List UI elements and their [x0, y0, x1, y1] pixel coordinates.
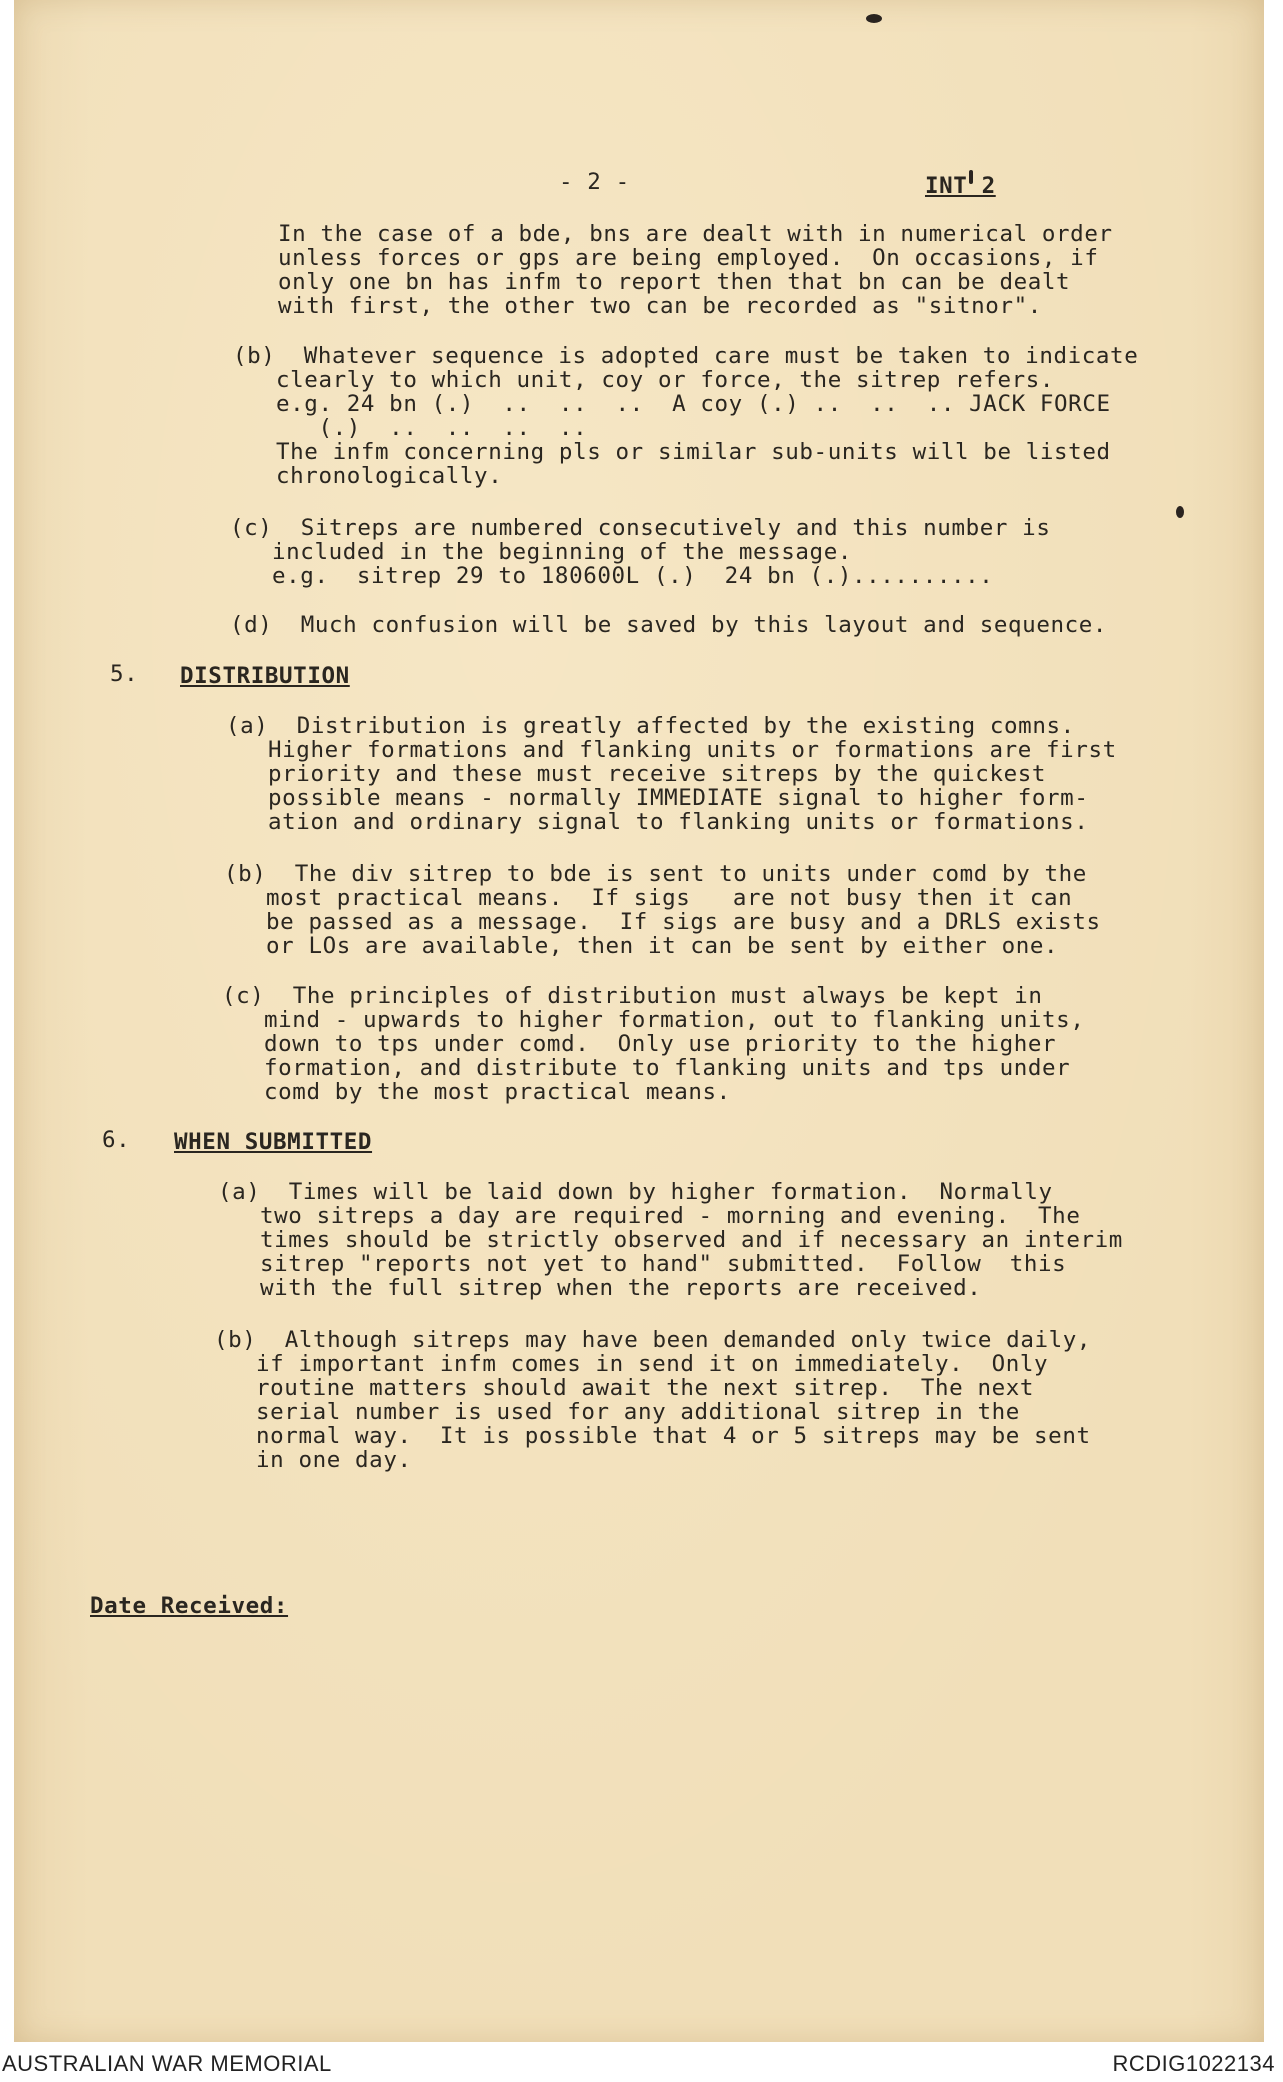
para-4b-line: e.g. 24 bn (.) .. .. .. A coy (.) .. .. .. JACK FORCE	[276, 391, 1111, 417]
section-6b-line: serial number is used for any additional sitrep in the	[256, 1399, 1020, 1425]
date-received-label: Date Received:	[90, 1593, 289, 1619]
para-4c-line: included in the beginning of the message.	[272, 539, 852, 565]
section-5a-line: (a) Distribution is greatly affected by the existing comns.	[226, 713, 1075, 739]
section-5a-line: Higher formations and flanking units or formations are first	[268, 737, 1117, 763]
section-5c-line: down to tps under comd. Only use priority to the higher	[264, 1031, 1057, 1057]
section-6b-line: if important infm comes in send it on immediately. Only	[256, 1351, 1049, 1377]
section-5b-line: be passed as a message. If sigs are busy and a DRLS exists	[266, 909, 1101, 935]
para-4c-line: (c) Sitreps are numbered consecutively and this number is	[230, 515, 1051, 541]
ink-speck	[866, 14, 882, 23]
intro-line: with first, the other two can be recorded as "sitnor".	[278, 293, 1042, 319]
intro-line: unless forces or gps are being employed. On occasions, if	[278, 245, 1099, 271]
section-6b-line: normal way. It is possible that 4 or 5 sitreps may be sent	[256, 1423, 1091, 1449]
section-5-heading: DISTRIBUTION	[180, 663, 350, 689]
section-6b-line: in one day.	[256, 1447, 412, 1473]
document-reference: INT 2	[925, 173, 996, 199]
footer-left: AUSTRALIAN WAR MEMORIAL	[2, 2051, 332, 2076]
section-6a-line: sitrep "reports not yet to hand" submitted. Follow this	[260, 1251, 1067, 1277]
section-6a-line: times should be strictly observed and if necessary an interim	[260, 1227, 1123, 1253]
section-5b-line: or LOs are available, then it can be sent by either one.	[266, 933, 1059, 959]
intro-line: In the case of a bde, bns are dealt with in numerical order	[278, 221, 1113, 247]
section-6a-line: with the full sitrep when the reports are received.	[260, 1275, 982, 1301]
section-5a-line: ation and ordinary signal to flanking units or formations.	[268, 809, 1089, 835]
section-5-number: 5.	[110, 661, 139, 687]
para-4b-line: The infm concerning pls or similar sub-units will be listed	[276, 439, 1111, 465]
section-6-number: 6.	[102, 1127, 131, 1153]
footer-right: RCDIG1022134	[1112, 2051, 1275, 2076]
intro-line: only one bn has infm to report then that bn can be dealt	[278, 269, 1071, 295]
para-4b-line: clearly to which unit, coy or force, the sitrep refers.	[276, 367, 1055, 393]
para-4b-line: (b) Whatever sequence is adopted care must be taken to indicate	[233, 343, 1139, 369]
section-5c-line: formation, and distribute to flanking units and tps under	[264, 1055, 1071, 1081]
section-6-heading: WHEN SUBMITTED	[174, 1129, 373, 1155]
para-4b-line: chronologically.	[276, 463, 503, 489]
ink-speck	[1176, 506, 1184, 518]
section-5c-line: mind - upwards to higher formation, out to flanking units,	[264, 1007, 1085, 1033]
section-5c-line: (c) The principles of distribution must always be kept in	[222, 983, 1043, 1009]
section-6b-line: routine matters should await the next sitrep. The next	[256, 1375, 1035, 1401]
page-number: - 2 -	[559, 169, 630, 195]
section-5b-line: (b) The div sitrep to bde is sent to units under comd by the	[224, 861, 1087, 887]
section-5a-line: possible means - normally IMMEDIATE signal to higher form-	[268, 785, 1089, 811]
document-page	[14, 0, 1264, 2042]
para-4c-line: e.g. sitrep 29 to 180600L (.) 24 bn (.)..........	[272, 563, 994, 589]
section-6b-line: (b) Although sitreps may have been demanded only twice daily,	[214, 1327, 1092, 1353]
section-6a-line: (a) Times will be laid down by higher formation. Normally	[218, 1179, 1053, 1205]
para-4d: (d) Much confusion will be saved by this layout and sequence.	[230, 612, 1108, 638]
section-5a-line: priority and these must receive sitreps by the quickest	[268, 761, 1047, 787]
section-5c-line: comd by the most practical means.	[264, 1079, 731, 1105]
para-4b-line: (.) .. .. .. ..	[276, 415, 588, 441]
section-6a-line: two sitreps a day are required - morning and evening. The	[260, 1203, 1081, 1229]
section-5b-line: most practical means. If sigs are not busy then it can	[266, 885, 1073, 911]
